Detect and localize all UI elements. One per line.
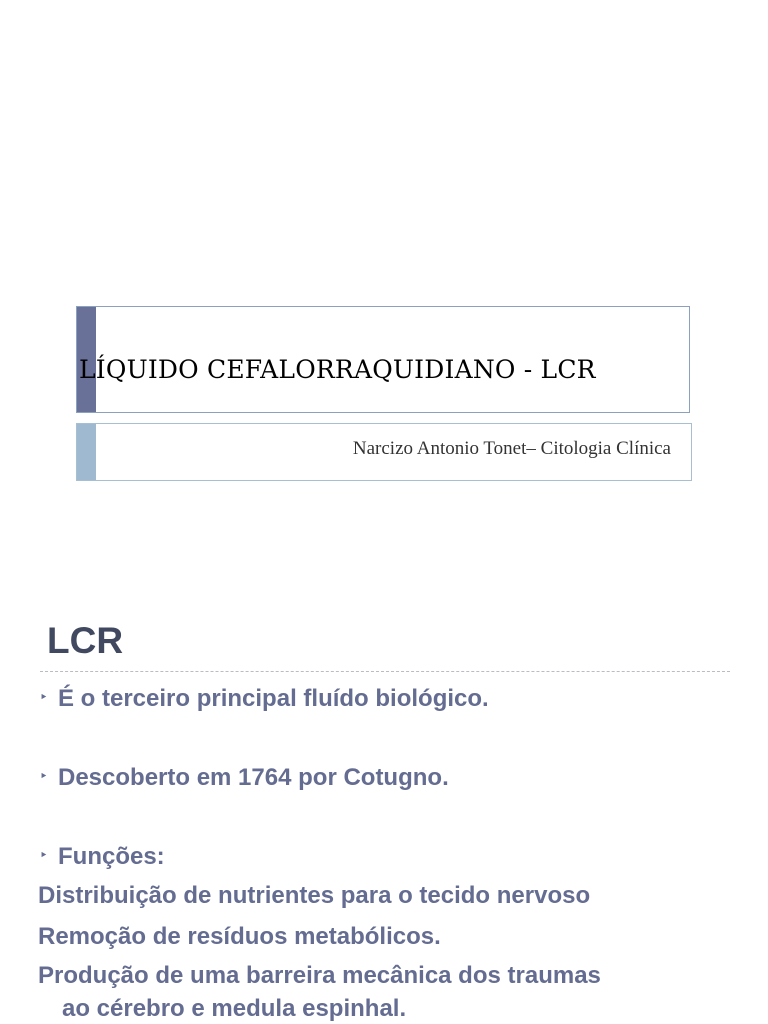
bullet-text: Descoberto em 1764 por Cotugno. [58, 764, 449, 791]
function-line: Remoção de resíduos metabólicos. [38, 923, 441, 950]
bullet-text: Funções: [58, 843, 165, 870]
section-heading: LCR [47, 620, 124, 661]
bullet-item [40, 685, 489, 713]
function-line: Distribuição de nutrientes para o tecido nervoso [38, 882, 591, 909]
function-line: Produção de uma barreira mecânica dos traumas [38, 962, 601, 989]
title-slide-title-box [76, 306, 690, 413]
function-line-continuation: ao cérebro e medula espinhal. [62, 995, 407, 1022]
triangle-bullet-icon: ‣ [40, 848, 48, 862]
presentation-subtitle: Narcizo Antonio Tonet– Citologia Clínica [352, 438, 671, 459]
bullet-text: É o terceiro principal fluído biológico. [58, 685, 489, 712]
bullet-item [40, 764, 449, 792]
bullet-item [40, 843, 165, 871]
presentation-title: LÍQUIDO CEFALORRAQUIDIANO - LCR [79, 355, 596, 384]
subtitle-accent-bar [77, 424, 96, 480]
triangle-bullet-icon: ‣ [40, 690, 48, 704]
triangle-bullet-icon: ‣ [40, 769, 48, 783]
title-slide-subtitle-box [76, 423, 692, 481]
section-divider [40, 671, 730, 672]
